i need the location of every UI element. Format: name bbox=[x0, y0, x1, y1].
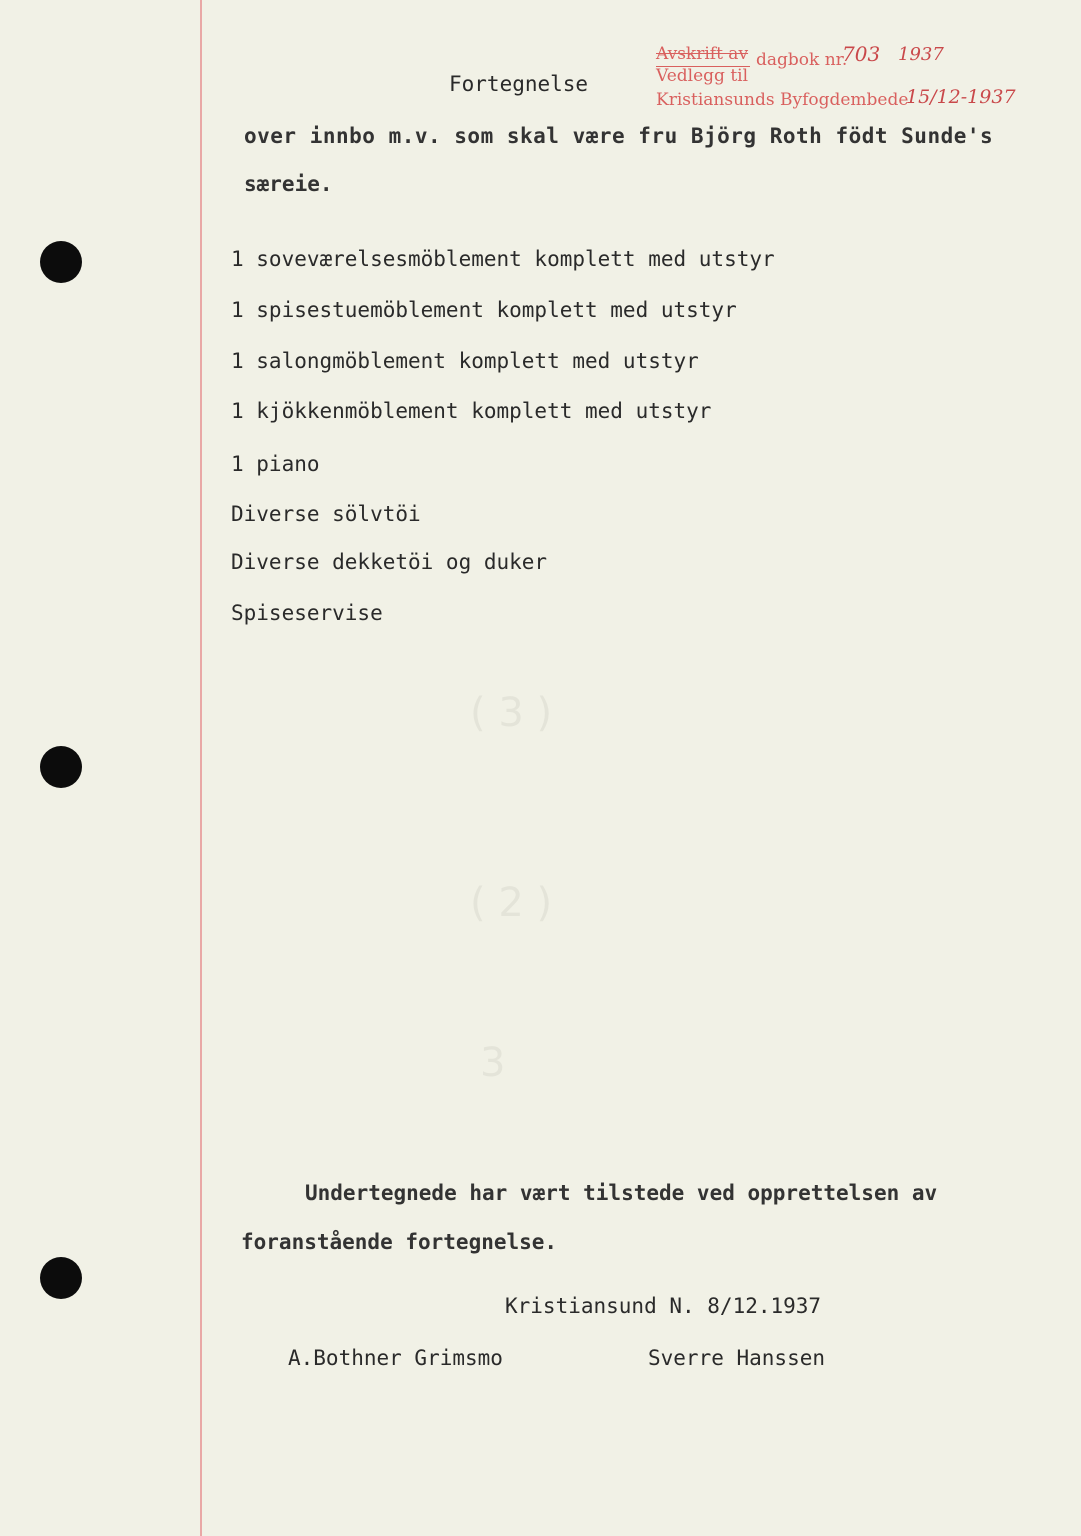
signature-right: Sverre Hanssen bbox=[648, 1346, 826, 1370]
closing-line-1: Undertegnede har vært tilstede ved opprettelsen av bbox=[305, 1181, 938, 1205]
place-date: Kristiansund N. 8/12.1937 bbox=[505, 1294, 822, 1318]
margin-rule bbox=[200, 0, 202, 1536]
bleed-through-mark: 3 bbox=[480, 1040, 506, 1086]
bleed-through-mark: ( 2 ) bbox=[470, 880, 553, 926]
document-title: Fortegnelse bbox=[449, 72, 589, 96]
stamp-handwritten-date: 15/12-1937 bbox=[906, 86, 1016, 108]
stamp-dagbok-number: 703 bbox=[842, 42, 881, 66]
closing-line-2: foranstående fortegnelse. bbox=[241, 1230, 558, 1254]
stamp-dagbok-label: dagbok nr. bbox=[756, 50, 848, 70]
stamp-office: Kristiansunds Byfogdembede bbox=[656, 90, 909, 110]
stamp-year: 1937 bbox=[898, 44, 944, 65]
list-item: Spiseservise bbox=[231, 601, 383, 625]
list-item: 1 kjökkenmöblement komplett med utstyr bbox=[231, 399, 712, 423]
list-item: 1 salongmöblement komplett med utstyr bbox=[231, 349, 699, 373]
bleed-through-mark: ( 3 ) bbox=[470, 690, 553, 736]
stamp-avskrift-label: Avskrift av bbox=[656, 44, 749, 64]
list-item: Diverse dekketöi og duker bbox=[231, 550, 548, 574]
list-item: Diverse sölvtöi bbox=[231, 502, 421, 526]
list-item: 1 spisestuemöblement komplett med utstyr bbox=[231, 298, 737, 322]
stamp-vedlegg-label: Vedlegg til bbox=[656, 66, 749, 86]
heading-line-2: særeie. bbox=[244, 172, 333, 196]
punch-hole-bottom bbox=[40, 1257, 82, 1299]
punch-hole-top bbox=[40, 241, 82, 283]
list-item: 1 soveværelsesmöblement komplett med utstyr bbox=[231, 247, 775, 271]
signature-left: A.Bothner Grimsmo bbox=[288, 1346, 503, 1370]
heading-line-1: over innbo m.v. som skal være fru Björg Roth födt Sunde's bbox=[244, 124, 994, 148]
punch-hole-middle bbox=[40, 746, 82, 788]
list-item: 1 piano bbox=[231, 452, 320, 476]
